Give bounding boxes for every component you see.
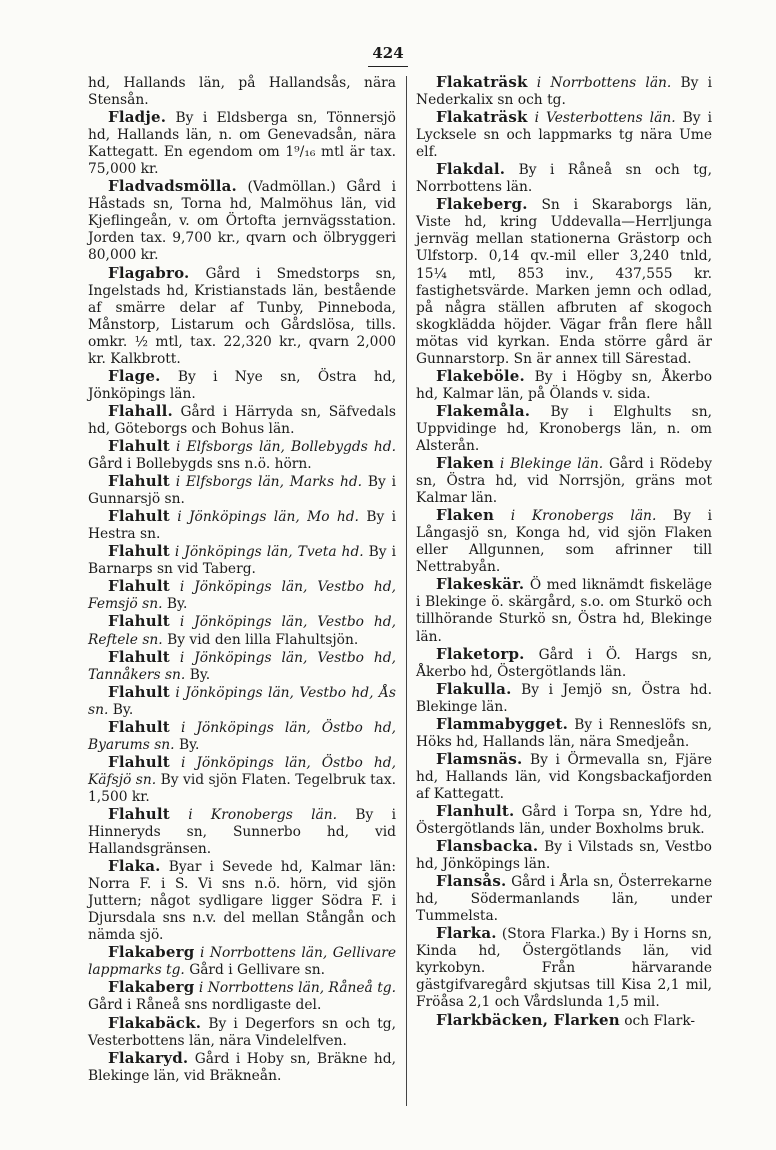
entry-headword: Flahult: [108, 472, 170, 491]
dictionary-entry: [88, 1050, 396, 1085]
entry-headword: Flanhult.: [436, 801, 515, 820]
entry-qualifier: i Jönköpings län, Vestbo hd, Tannåkers sn.: [88, 649, 396, 683]
entry-text: By i Vilstads sn, Vestbo hd, Jönköpings län.: [416, 839, 712, 873]
entry-headword: Flansås.: [436, 872, 507, 891]
dictionary-entry: [416, 925, 712, 1011]
entry-text: Gård i Årla sn, Österrekarne hd, Södermanlands län, under Tummelsta.: [416, 874, 712, 925]
entry-headword: Flaketorp.: [436, 644, 525, 663]
entry-text: By i Nederkalix sn och tg.: [416, 75, 713, 109]
dictionary-entry: [88, 684, 396, 719]
dictionary-entry: [88, 438, 396, 473]
dictionary-entry: [416, 1012, 712, 1030]
entry-text: By i Örmevalla sn, Fjäre hd, Hallands län, vid Kongsbackafjorden af Kattegatt.: [416, 751, 712, 802]
entry-text: Gård i Smedstorps sn, Ingelstads hd, Kristianstads län, bestående af smärre delar af Tunby, Pinneboda, Månstorp, Listarum och Gårdslösa, tills. omkr. ½ mtl, tax. 22,320 kr., qvarn 2,000 kr. Kalkbrott.: [88, 265, 396, 367]
column-divider: [406, 76, 407, 1106]
entry-headword: Flakdal.: [436, 160, 506, 179]
entry-text: By.: [112, 701, 134, 718]
entry-headword: Flakaberg: [108, 943, 195, 962]
entry-qualifier: i Norrbottens län.: [536, 75, 672, 91]
entry-headword: Flamsnäs.: [436, 749, 523, 768]
dictionary-entry: [88, 368, 396, 403]
entry-qualifier: i Elfsborgs län, Marks hd.: [175, 474, 363, 491]
entry-headword: Flakaträsk: [436, 73, 528, 91]
entry-qualifier: i Jönköpings län, Vestbo hd, Ås sn.: [88, 684, 396, 718]
dictionary-entry: [88, 719, 396, 754]
dictionary-entry: [88, 178, 396, 264]
entry-text: By i Jemjö sn, Östra hd. Blekinge län.: [416, 681, 712, 715]
entry-text: Sn i Skaraborgs län, Viste hd, kring Uddevalla—Herrljunga jernväg mellan stationerna Grästorp och Ulfstorp. 0,14 qv.-mil eller 3,240 tnld, 15¼ mtl, 853 inv., 437,555 kr. fastighetsvärde. Marken jemn och odlad, på några ställen afbruten af skogoch skogklädda höjder. Vägar från flere håll mötas vid kyrkan. Enda större gård är Gunnarstorp. Sn är annex till Särestad.: [416, 197, 712, 367]
entry-text: Gård i Härryda sn, Säfvedals hd, Göteborgs och Bohus län.: [88, 403, 396, 437]
entry-headword: Flahult: [108, 577, 170, 596]
entry-text: Gård i Rödeby sn, Östra hd, vid Norrsjön, gräns mot Kalmar län.: [416, 456, 712, 507]
entry-qualifier: i Kronobergs län.: [188, 806, 338, 823]
dictionary-entry: [88, 578, 396, 613]
entry-text: Gård i Hoby sn, Bräkne hd, Blekinge län, vid Bräkneån.: [88, 1050, 396, 1084]
dictionary-entry: [88, 473, 396, 508]
entry-headword: Flahult: [108, 507, 170, 526]
dictionary-entry: [416, 161, 712, 196]
entry-qualifier: i Jönköpings län, Vestbo hd, Femsjö sn.: [88, 579, 396, 613]
dictionary-entry: [416, 109, 712, 161]
dictionary-entry: [416, 716, 712, 751]
dictionary-entry: [416, 873, 712, 925]
entry-headword: Flakabäck.: [108, 1013, 202, 1032]
dictionary-entry: [416, 576, 712, 645]
entry-qualifier: i Blekinge län.: [499, 456, 604, 473]
entry-qualifier: i Norrbottens län, Gellivare lappmarks tg.: [88, 945, 396, 979]
entry-text: By.: [189, 666, 211, 683]
entry-headword: Fladje.: [108, 108, 167, 127]
dictionary-entry: [88, 806, 396, 858]
entry-text: By i Eldsberga sn, Tönnersjö hd, Hallands län, n. om Genevadsån, nära Kattegatt. En egendom om 1⁹/₁₆ mtl är tax. 75,000 kr.: [88, 110, 396, 178]
dictionary-entry: [416, 196, 712, 367]
entry-text: By vid den lilla Flahultsjön.: [167, 631, 359, 648]
entry-headword: Flahult: [108, 542, 170, 561]
entry-text: Gård i Bollebygds sns n.ö. hörn.: [88, 456, 312, 473]
dictionary-entry: [88, 265, 396, 368]
dictionary-entry: [88, 754, 396, 806]
entry-text: By i Degerfors sn och tg, Vesterbottens län, nära Vindelelfven.: [88, 1015, 396, 1049]
entry-text: Byar i Sevede hd, Kalmar län: Norra F. i S. Vi sns n.ö. hörn, vid sjön Juttern; något sydligare ligger Södra F. i Djursdala sns n.v. del mellan Stångån och nämda sjö.: [88, 859, 396, 944]
entry-text: Gård i Torpa sn, Ydre hd, Östergötlands län, under Boxholms bruk.: [416, 803, 713, 838]
entry-headword: Flarka.: [436, 924, 497, 943]
entry-qualifier: i Jönköpings län, Östbo hd, Byarums sn.: [88, 719, 396, 753]
entry-text: By i Barnarps sn vid Taberg.: [88, 544, 397, 578]
dictionary-entry: [88, 613, 396, 648]
entry-qualifier: i Elfsborgs län, Bollebygds hd.: [176, 438, 396, 455]
entry-qualifier: i Jönköpings län, Vestbo hd, Reftele sn.: [88, 614, 396, 648]
entry-headword: Flarkbäcken, Flarken: [436, 1010, 620, 1029]
dictionary-entry: [416, 455, 712, 507]
entry-text: By i Hestra sn.: [88, 509, 397, 543]
dictionary-entry: [416, 751, 712, 803]
entry-text: By.: [166, 596, 188, 613]
entry-headword: Flakulla.: [436, 679, 512, 698]
entry-headword: Flahult: [108, 752, 170, 771]
dictionary-entry: [88, 979, 396, 1014]
entry-text: Gård i Ö. Hargs sn, Åkerbo hd, Östergötlands län.: [416, 646, 712, 680]
entry-text: By i Renneslöfs sn, Höks hd, Hallands län, nära Smedjeån.: [416, 716, 712, 750]
dictionary-entry: [88, 1015, 396, 1050]
entry-headword: Flakeberg.: [436, 195, 528, 214]
entry-headword: Flahall.: [108, 401, 173, 420]
entry-text: By i Hinneryds sn, Sunnerbo hd, vid Hallandsgränsen.: [88, 806, 397, 858]
entry-text: Ö med liknämdt fiskeläge i Blekinge ö. skärgård, s.o. om Sturkö och tillhörande Sturkö sn, Östra hd, Blekinge län.: [416, 577, 713, 645]
entry-text: hd, Hallands län, på Hallandsås, nära Stensån.: [88, 75, 396, 109]
entry-headword: Flahult: [108, 717, 170, 736]
entry-qualifier: i Vesterbottens län.: [534, 110, 676, 127]
entry-text: By i Nye sn, Östra hd, Jönköpings län.: [88, 368, 396, 402]
entry-text: By i Lycksele sn och lappmarks tg nära Ume elf.: [416, 110, 712, 161]
entry-text: By i Långasjö sn, Konga hd, vid sjön Flaken eller Allgunnen, som afrinner till Nettrabyån.: [416, 508, 713, 576]
dictionary-entry: [88, 649, 396, 684]
entry-text: (Vadmöllan.) Gård i Håstads sn, Torna hd, Malmöhus län, vid Kjeflingeån, v. om Örtofta jernvägsstation. Jorden tax. 9,700 kr., qvarn och ölbryggeri 80,000 kr.: [88, 179, 396, 264]
entry-headword: Flaka.: [108, 857, 161, 876]
entry-text: Gård i Gellivare sn.: [189, 962, 325, 979]
entry-text: By i Råneå sn och tg, Norrbottens län.: [416, 162, 712, 196]
dictionary-entry: [416, 403, 712, 455]
dictionary-entry: [88, 944, 396, 979]
entry-headword: Fladvadsmölla.: [108, 177, 237, 196]
dictionary-entry: [88, 508, 396, 543]
entry-qualifier: i Jönköpings län, Mo hd.: [177, 509, 359, 526]
dictionary-entry: [88, 543, 396, 578]
right-column: [416, 74, 712, 1030]
page-number: 424: [372, 44, 404, 62]
entry-headword: Flakeböle.: [436, 366, 525, 385]
entry-headword: Flansbacka.: [436, 837, 539, 856]
entry-headword: Flakeskär.: [436, 575, 525, 594]
dictionary-entry: [416, 646, 712, 681]
dictionary-entry: [416, 368, 712, 403]
entry-headword: Flaken: [436, 506, 495, 525]
entry-headword: Flagabro.: [108, 263, 190, 282]
dictionary-entry: [416, 507, 712, 576]
entry-headword: Flaken: [436, 454, 495, 473]
entry-headword: Flahult: [108, 647, 170, 666]
entry-headword: Flakaryd.: [108, 1048, 189, 1067]
entry-text: By.: [178, 736, 200, 753]
entry-text: och Flark-: [624, 1012, 696, 1029]
entry-qualifier: i Jönköpings län, Tveta hd.: [174, 544, 364, 561]
entry-headword: Flakaberg: [108, 978, 195, 997]
entry-text: By i Elghults sn, Uppvidinge hd, Kronobergs län, n. om Alsterån.: [416, 403, 712, 454]
dictionary-entry: [416, 838, 712, 873]
entry-text: Gård i Råneå sns nordligaste del.: [88, 997, 322, 1014]
entry-headword: Flakaträsk: [436, 108, 528, 127]
entry-text: By i Högby sn, Åkerbo hd, Kalmar län, på Ölands v. sida.: [416, 368, 712, 402]
entry-text: By i Gunnarsjö sn.: [88, 474, 397, 508]
dictionary-entry: [416, 803, 712, 838]
entry-text: By vid sjön Flaten. Tegelbruk tax. 1,500 kr.: [88, 771, 397, 805]
dictionary-entry: [88, 403, 396, 438]
left-column: [88, 74, 396, 1085]
entry-headword: Flakemåla.: [436, 401, 531, 420]
entry-qualifier: i Kronobergs län.: [510, 508, 657, 525]
dictionary-entry: [416, 681, 712, 716]
entry-headword: Flage.: [108, 366, 161, 385]
dictionary-entry: [88, 109, 396, 178]
entry-headword: Flahult: [108, 682, 170, 701]
dictionary-entry: [416, 74, 712, 109]
entry-text: (Stora Flarka.) By i Horns sn, Kinda hd, Östergötlands län, vid kyrkobyn. Från härvarande gästgifvaregård skjutsas till Kisa 2,1 mil, Fröåsa 2,1 och Vårdslunda 1,5 mil.: [416, 926, 712, 1011]
entry-qualifier: i Norrbottens län, Råneå tg.: [198, 980, 397, 997]
entry-headword: Flahult: [108, 804, 170, 823]
entry-headword: Flahult: [108, 612, 170, 631]
header-rule: [368, 66, 408, 67]
entry-headword: Flahult: [108, 436, 170, 455]
dictionary-entry: [88, 858, 396, 944]
entry-qualifier: i Jönköpings län, Östbo hd, Käfsjö sn.: [88, 754, 396, 788]
entry-headword: Flammabygget.: [436, 714, 569, 733]
dictionary-entry: [88, 74, 396, 109]
